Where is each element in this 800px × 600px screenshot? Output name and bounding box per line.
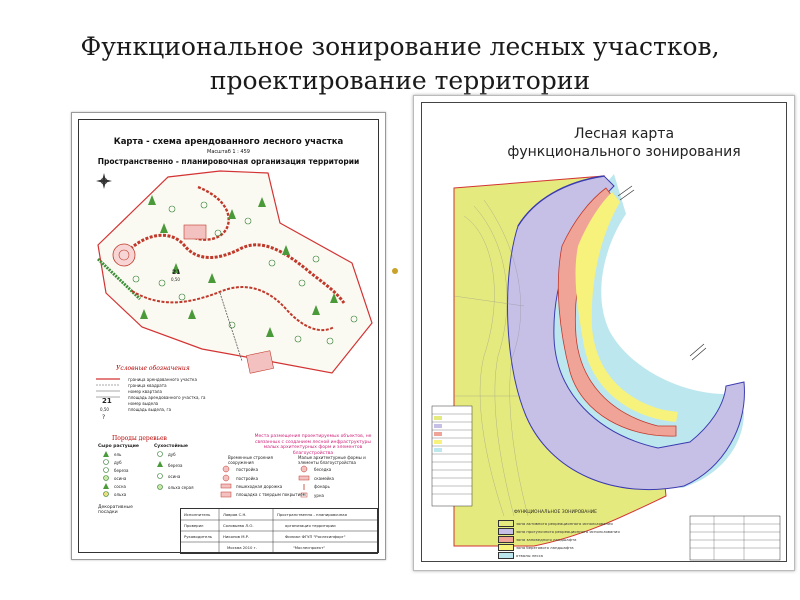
walking-zone-band <box>508 176 745 490</box>
zone-label-0: зона активного рекреационного использования <box>516 521 613 526</box>
legend-symbol-area: 0,50 <box>100 407 109 412</box>
stamp-r3c2: Никонов М.Р. <box>223 534 250 539</box>
species-right-0: дуб <box>168 452 176 457</box>
stamp-r3c3: Филиал ФГУП "Рослесинфорг" <box>285 534 346 539</box>
species-col-2-head: Сухостойные <box>154 444 188 449</box>
species-left-4: сосна <box>114 484 126 489</box>
species-right-2: осина <box>168 474 181 479</box>
stamp-r2c3: организация территории <box>285 523 336 528</box>
objects-col-1-item-1: постройка <box>236 476 259 481</box>
stamp-r1c1: Исполнитель <box>184 512 211 517</box>
slide-title-line-2: проектирование территории <box>209 66 591 95</box>
zone-swatch-0 <box>498 520 514 527</box>
objects-col-1-item-0: постройка <box>236 467 259 472</box>
zone-label-3: зона берегового ландшафта <box>516 545 574 550</box>
left-map-subtitle: Пространственно - планировочная организация территории <box>97 157 360 166</box>
compass-rose-icon <box>96 173 112 189</box>
decorative-plantings-label: Декоративные посадки <box>98 505 133 515</box>
stamp-r2c2: Соловьева Л.О. <box>223 523 254 528</box>
stamp-r1c3: Пространственно - планировочная <box>277 512 347 517</box>
objects-col-1-item-3: площадка с твердым покрытием <box>236 492 306 497</box>
right-map-title-line-1: Лесная карта <box>573 126 675 142</box>
zone-swatch-1 <box>498 528 514 535</box>
legend-heading: Условные обозначения <box>116 365 190 372</box>
objects-col-2-item-2: фонарь <box>314 484 330 489</box>
left-map-scale: Масштаб 1 : 459 <box>207 149 250 155</box>
species-left-5: ольха <box>114 492 127 497</box>
zone-legend-title: ФУНКЦИОНАЛЬНОЕ ЗОНИРОВАНИЕ <box>514 510 597 515</box>
slide-title-line-1: Функциональное зонирование лесных участков, <box>80 32 720 61</box>
zone-label-4: отвалы лесса <box>516 553 543 558</box>
species-left-2: береза <box>114 468 129 473</box>
species-symbols <box>100 451 200 501</box>
species-right-3: ольха серая <box>168 485 194 490</box>
legend-symbol-21: 21 <box>102 397 112 405</box>
slide-title <box>0 30 800 98</box>
stand-number: 21 <box>172 269 181 276</box>
title-block <box>180 508 378 554</box>
zone-swatch-4 <box>498 552 514 559</box>
objects-col-1-head: Временные строения сооружения <box>228 455 273 465</box>
stamp-r1c2: Лавров С.Н. <box>223 512 247 517</box>
stamp-r4c3: "Мослеспроект" <box>293 545 326 550</box>
objects-col-2-item-0: беседка <box>314 467 332 472</box>
legend-item-5: номер выдела <box>128 401 159 406</box>
stamp-r2c1: Проверил <box>184 523 204 528</box>
legend-item-6: площадь выдела, га <box>128 407 172 412</box>
zone-swatch-2 <box>498 536 514 543</box>
stamp-r3c1: Руководитель <box>184 534 213 539</box>
right-map-panel <box>413 95 795 571</box>
zone-label-1: зона прогулочного рекреационного использования <box>516 529 620 534</box>
objects-col-1-item-2: пешеходная дорожка <box>236 484 283 489</box>
right-title-block <box>690 516 780 560</box>
right-map-title-line-2: функционального зонирования <box>507 144 741 160</box>
slide-bullet-dot <box>392 268 398 274</box>
parcel-boundary <box>98 171 372 373</box>
legend-item-3: номер квартала <box>128 389 162 394</box>
pier-icons <box>618 186 706 360</box>
species-left-1: дуб <box>114 460 122 465</box>
legend-symbol-q: ? <box>102 414 106 421</box>
objects-col-2-item-3: урна <box>314 493 324 498</box>
mini-legend-box <box>432 406 472 506</box>
species-left-3: осина <box>114 476 127 481</box>
objects-col-2-item-1: скамейка <box>314 476 335 481</box>
zone-swatch-3 <box>498 544 514 551</box>
building-1 <box>184 225 206 239</box>
stand-area: 0,50 <box>171 277 180 282</box>
stamp-r4c2: Москва 2010 г. <box>227 545 257 550</box>
objects-col-2-head: Малые архитектурные формы и элементы благоустройства <box>298 455 366 465</box>
species-right-1: береза <box>168 463 183 468</box>
species-left-0: ель <box>114 452 122 457</box>
legend-item-1: граница арендованного участка <box>128 377 197 382</box>
left-map-panel <box>71 112 386 560</box>
round-pavilion <box>113 244 135 266</box>
left-map-title: Карта - схема арендованного лесного участка <box>113 137 344 147</box>
zoning-map-drawing <box>414 96 794 570</box>
legend-item-4: площадь арендованного участка, га <box>128 395 206 400</box>
species-col-1-head: Сыро растущие <box>98 444 139 449</box>
legend-item-2: граница квадрата <box>128 383 167 388</box>
objects-heading: Места размещения проектируемых объектов, не связанных с созданием лесной инфраструктуры малых архитектурных форм и элементов благоустройства <box>254 434 372 456</box>
species-heading: Породы деревьев <box>112 435 167 442</box>
zone-label-2: зона заповедного ландшафта <box>516 537 577 542</box>
legend-symbols <box>94 375 124 435</box>
